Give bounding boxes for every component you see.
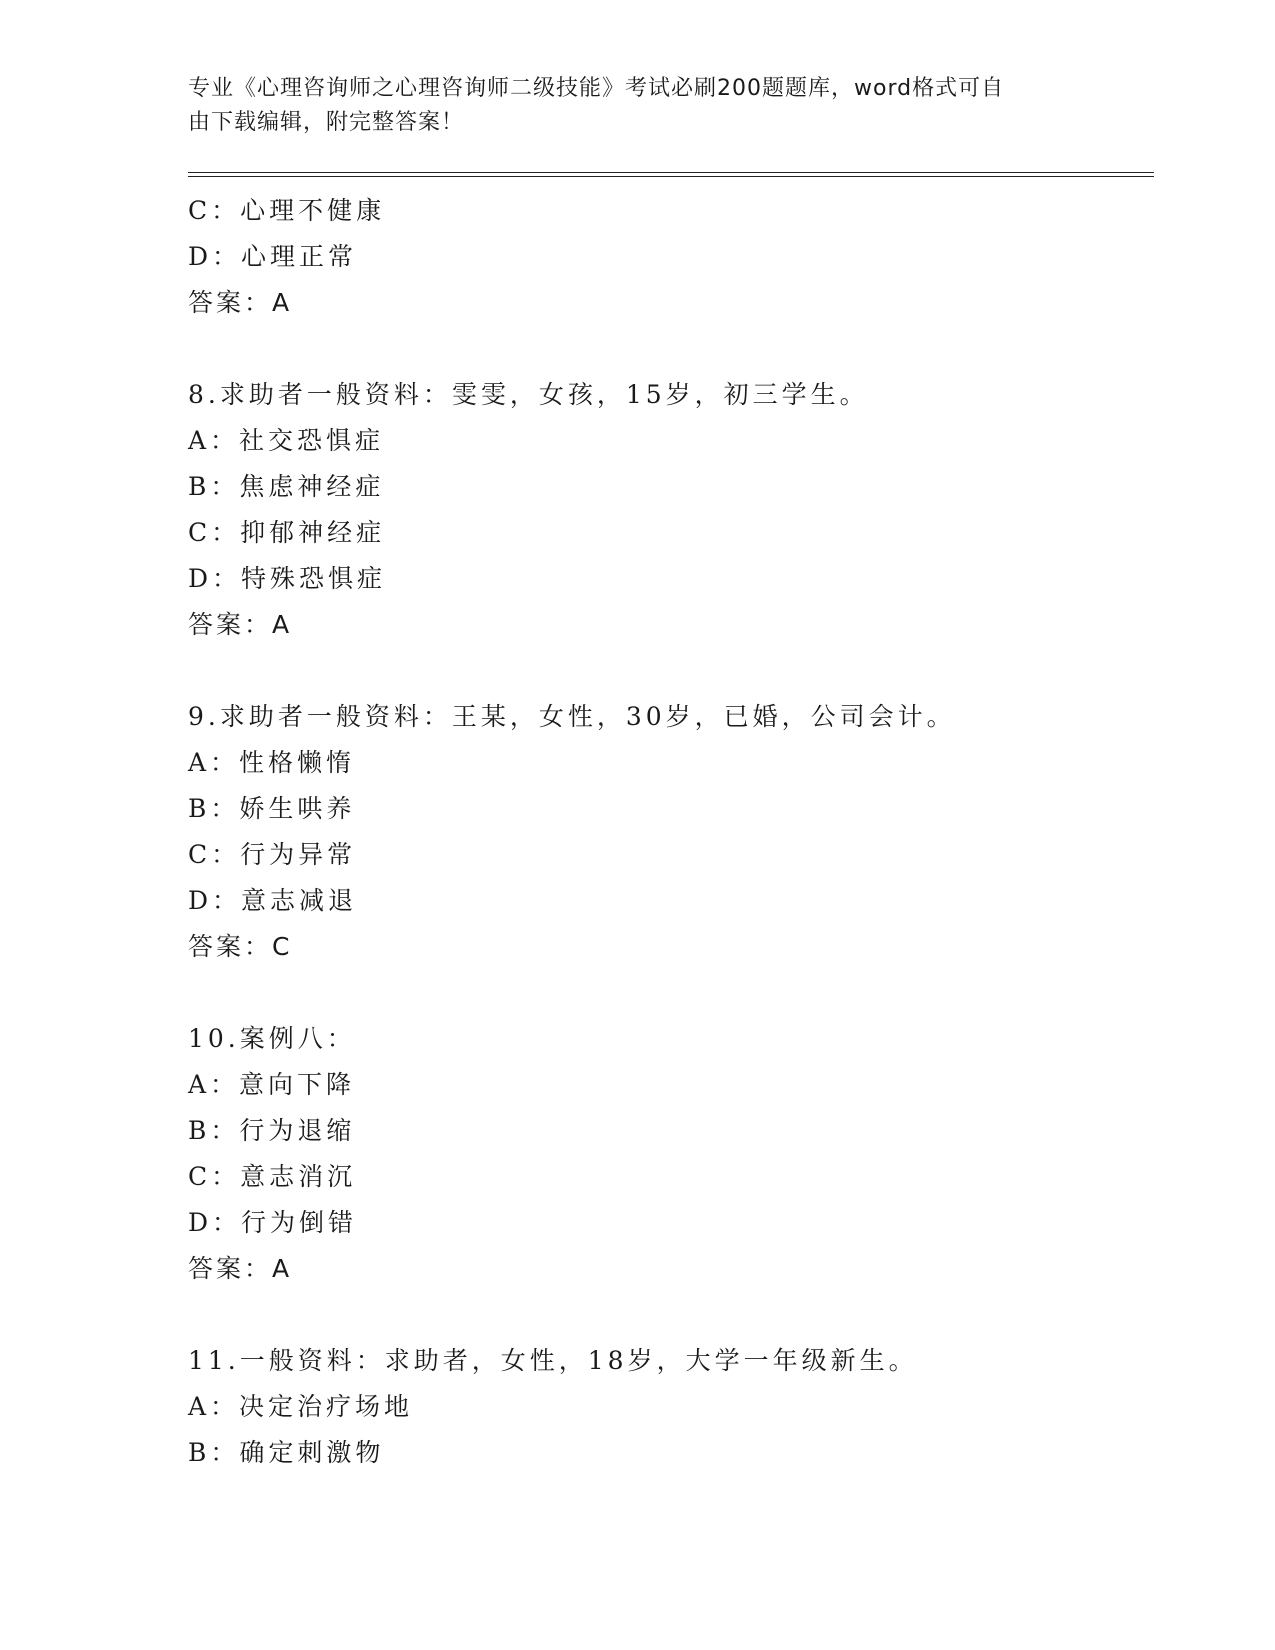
answer-line: 答案：A xyxy=(188,610,293,639)
question-content xyxy=(188,188,1154,1476)
question-8 xyxy=(188,372,1154,648)
option-a: A：社交恐惧症 xyxy=(188,426,385,455)
spacer xyxy=(188,1292,1154,1338)
header-divider-top xyxy=(188,172,1154,173)
question-10 xyxy=(188,1016,1154,1292)
option-d: D：心理正常 xyxy=(188,242,358,271)
spacer xyxy=(188,326,1154,372)
option-c: C：抑郁神经症 xyxy=(188,518,386,547)
question-stem: 9.求助者一般资料：王某，女性，30岁，已婚，公司会计。 xyxy=(188,702,956,731)
option-a: A：性格懒惰 xyxy=(188,748,356,777)
question-stem: 10.案例八： xyxy=(188,1024,356,1053)
option-a: A：意向下降 xyxy=(188,1070,356,1099)
header-line-2: 由下载编辑，附完整答案！ xyxy=(188,110,465,135)
question-stem: 11.一般资料：求助者，女性，18岁，大学一年级新生。 xyxy=(188,1346,918,1375)
answer-line: 答案：A xyxy=(188,288,293,317)
answer-line: 答案：A xyxy=(188,1254,293,1283)
option-d: D：特殊恐惧症 xyxy=(188,564,387,593)
continued-question xyxy=(188,188,1154,326)
answer-line: 答案：C xyxy=(188,932,293,961)
option-c: C：意志消沉 xyxy=(188,1162,357,1191)
option-b: B：确定刺激物 xyxy=(188,1438,385,1467)
option-b: B：娇生哄养 xyxy=(188,794,356,823)
option-a: A：决定治疗场地 xyxy=(188,1392,414,1421)
spacer xyxy=(188,648,1154,694)
header-divider-bottom xyxy=(188,176,1154,177)
question-11 xyxy=(188,1338,1154,1476)
option-c: C：心理不健康 xyxy=(188,196,386,225)
option-b: B：行为退缩 xyxy=(188,1116,356,1145)
option-c: C：行为异常 xyxy=(188,840,357,869)
header-line-1: 专业《心理咨询师之心理咨询师二级技能》考试必刷200题题库，word格式可自 xyxy=(188,76,1005,101)
spacer xyxy=(188,970,1154,1016)
option-b: B：焦虑神经症 xyxy=(188,472,385,501)
question-stem: 8.求助者一般资料：雯雯，女孩，15岁，初三学生。 xyxy=(188,380,869,409)
option-d: D：意志减退 xyxy=(188,886,358,915)
option-d: D：行为倒错 xyxy=(188,1208,358,1237)
question-9 xyxy=(188,694,1154,970)
document-header xyxy=(188,72,1068,140)
